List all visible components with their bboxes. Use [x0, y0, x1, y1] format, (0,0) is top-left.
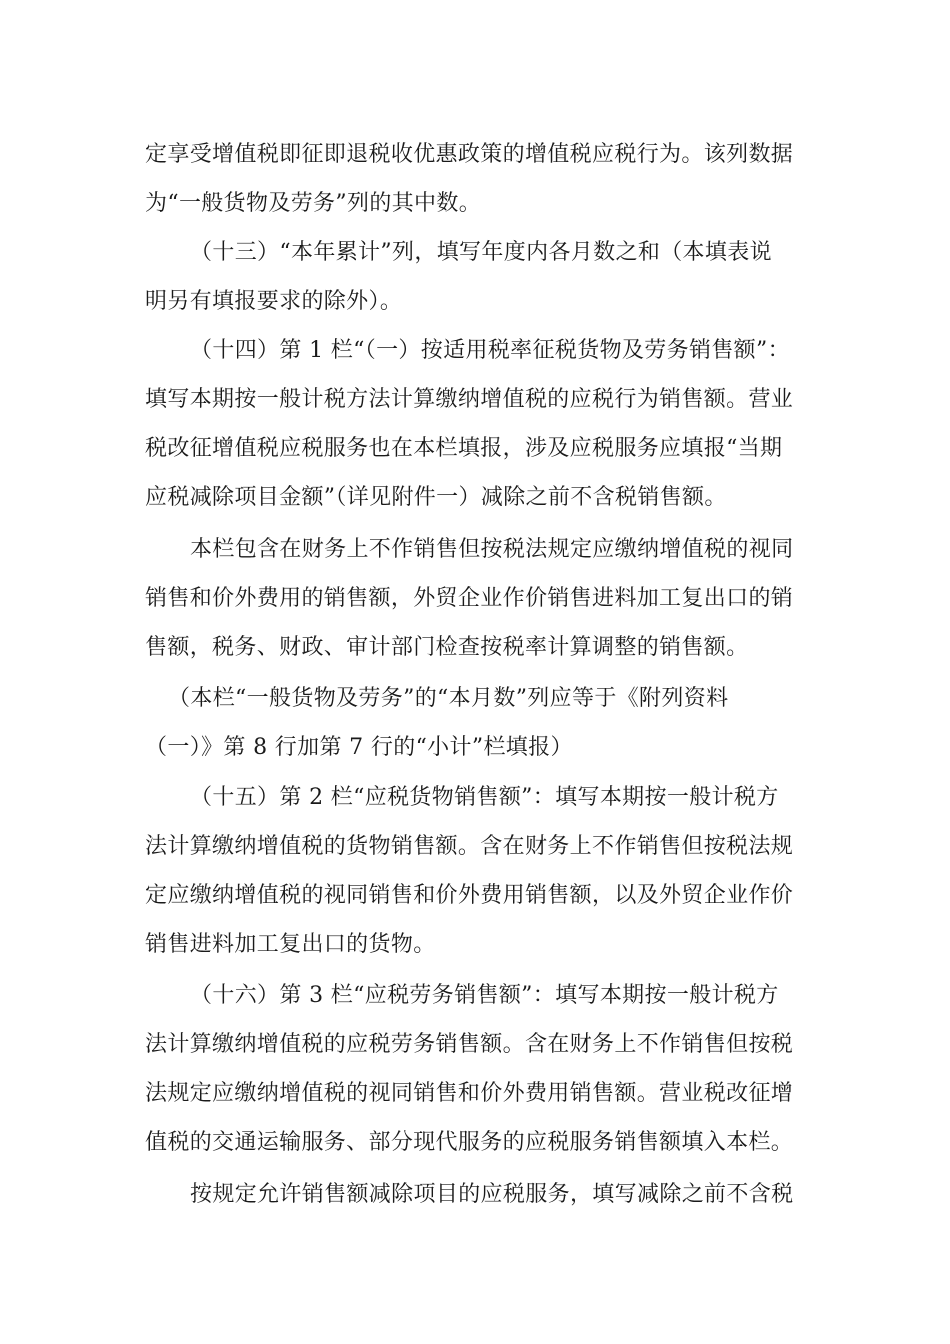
- text-line: 定享受增值税即征即退税收优惠政策的增值税应税行为。该列数据: [145, 142, 794, 167]
- text-line: 法规定应缴纳增值税的视同销售和价外费用销售额。营业税改征增: [145, 1081, 794, 1106]
- text-line: （一）》第 8 行加第 7 行的“小计”栏填报）: [145, 735, 573, 760]
- paragraph-16-line: （十六）第 3 栏“应税劳务销售额”：填写本期按一般计税方: [190, 983, 779, 1008]
- text-line: 明另有填报要求的除外）。: [145, 289, 403, 314]
- text-line: 应税减除项目金额”（详见附件一）减除之前不含税销售额。: [145, 485, 727, 510]
- text-line: 售额，税务、财政、审计部门检查按税率计算调整的销售额。: [145, 635, 749, 660]
- text-line: 法计算缴纳增值税的货物销售额。含在财务上不作销售但按税法规: [145, 834, 794, 859]
- text-line: 销售进料加工复出口的货物。: [145, 932, 436, 957]
- text-line: 为“一般货物及劳务”列的其中数。: [145, 191, 482, 216]
- note-line: （本栏“一般货物及劳务”的“本月数”列应等于《附列资料: [168, 686, 729, 711]
- text-line: 税改征增值税应税服务也在本栏填报，涉及应税服务应填报“当期: [145, 436, 783, 461]
- paragraph-line: 按规定允许销售额减除项目的应税服务，填写减除之前不含税: [190, 1182, 794, 1207]
- text-line: 值税的交通运输服务、部分现代服务的应税服务销售额填入本栏。: [145, 1130, 794, 1155]
- paragraph-15-line: （十五）第 2 栏“应税货物销售额”：填写本期按一般计税方: [190, 785, 779, 810]
- text-line: 法计算缴纳增值税的应税劳务销售额。含在财务上不作销售但按税: [145, 1032, 794, 1057]
- text-line: 定应缴纳增值税的视同销售和价外费用销售额，以及外贸企业作价: [145, 883, 794, 908]
- paragraph-13-line: （十三）“本年累计”列，填写年度内各月数之和（本填表说: [190, 240, 772, 265]
- paragraph-14-line: （十四）第 1 栏“（一）按适用税率征税货物及劳务销售额”：: [190, 338, 790, 363]
- paragraph-line: 本栏包含在财务上不作销售但按税法规定应缴纳增值税的视同: [190, 537, 794, 562]
- text-line: 销售和价外费用的销售额，外贸企业作价销售进料加工复出口的销: [145, 586, 794, 611]
- text-line: 填写本期按一般计税方法计算缴纳增值税的应税行为销售额。营业: [145, 387, 794, 412]
